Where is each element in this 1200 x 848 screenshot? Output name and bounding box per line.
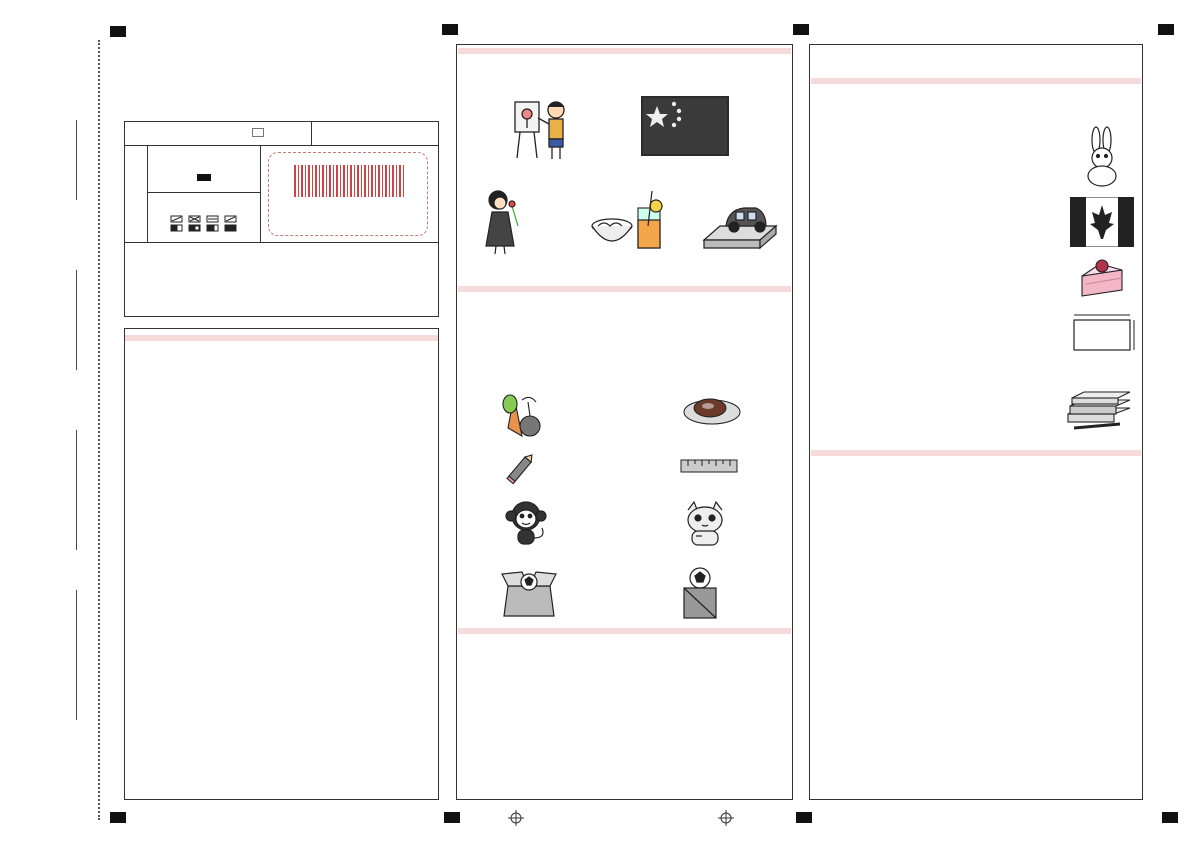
absent-row bbox=[125, 122, 438, 146]
corner-mark bbox=[442, 24, 458, 35]
crosshair-icon bbox=[718, 810, 734, 830]
barcode-image bbox=[294, 165, 404, 197]
corner-mark bbox=[110, 26, 126, 37]
ruler-picture bbox=[680, 458, 738, 478]
part1-panel bbox=[124, 328, 439, 800]
divider bbox=[311, 122, 312, 146]
ball-in-box-picture bbox=[500, 564, 558, 624]
corner-mark bbox=[110, 812, 126, 823]
binding-line bbox=[98, 40, 100, 820]
info-box bbox=[124, 121, 439, 317]
toy-car-on-book-picture bbox=[700, 196, 780, 260]
section5-heading bbox=[811, 78, 1141, 84]
cake-picture bbox=[1078, 256, 1126, 302]
divider bbox=[147, 192, 260, 193]
girl-smelling-flower-picture bbox=[478, 186, 528, 260]
section4-heading bbox=[458, 628, 791, 634]
side-line bbox=[76, 270, 77, 370]
section1-heading bbox=[125, 335, 438, 341]
wrong-fill-samples bbox=[169, 214, 249, 232]
ball-on-box-picture bbox=[680, 566, 720, 626]
side-line bbox=[76, 430, 77, 550]
section2-heading bbox=[458, 48, 791, 54]
rabbit-picture bbox=[1080, 126, 1124, 192]
corner-mark bbox=[444, 812, 460, 823]
side-line bbox=[76, 120, 77, 200]
absent-checkbox[interactable] bbox=[252, 128, 264, 137]
artist-painting-picture bbox=[512, 96, 574, 166]
section6-heading bbox=[811, 450, 1141, 456]
barcode-area bbox=[268, 152, 428, 236]
crosshair-icon bbox=[508, 810, 524, 830]
side-line bbox=[76, 590, 77, 720]
corner-mark bbox=[796, 812, 812, 823]
rectangle-figure bbox=[1070, 310, 1140, 360]
monkey-picture bbox=[505, 500, 547, 552]
section3-heading bbox=[458, 286, 791, 292]
cat-picture bbox=[682, 500, 728, 552]
pencil-picture bbox=[504, 448, 538, 492]
corner-mark bbox=[1158, 24, 1174, 35]
divider bbox=[147, 146, 148, 242]
canada-flag-picture bbox=[1070, 197, 1134, 251]
vegetables-picture bbox=[500, 392, 544, 442]
books-and-pencil-picture bbox=[1064, 384, 1134, 434]
rules-divider bbox=[125, 242, 438, 243]
noodles-and-juice-picture bbox=[590, 186, 670, 262]
china-flag-picture bbox=[641, 96, 729, 160]
corner-mark bbox=[1162, 812, 1178, 823]
meat-plate-picture bbox=[682, 392, 742, 430]
divider bbox=[260, 146, 261, 242]
corner-mark bbox=[793, 24, 809, 35]
correct-fill-sample bbox=[197, 174, 211, 181]
